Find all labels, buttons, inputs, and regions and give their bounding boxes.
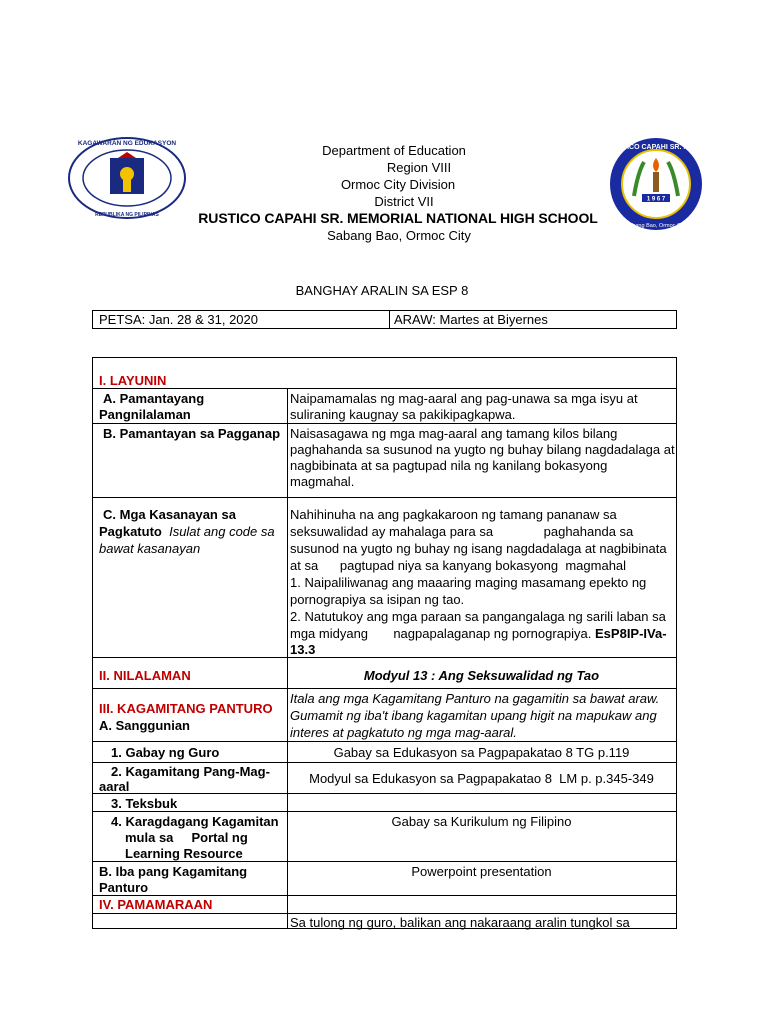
deped-seal-top-text: KAGAWARAN NG EDUKASYON (77, 140, 177, 147)
section-pamamaraan-title: IV. PAMAMARAAN (99, 897, 213, 912)
header-region: Region VIII (386, 160, 452, 175)
kagamitan-text-3: interes at pagkatuto ng mga mag-aaral. (290, 725, 517, 740)
row-divider (93, 741, 676, 742)
row-iba-text: Powerpoint presentation (411, 864, 552, 879)
row-a-text-1: Naipamamalas ng mag-aaral ang pag-unawa sa mga isyu at (290, 391, 638, 406)
row-iba-label-1: B. Iba pang Kagamitang (99, 864, 248, 879)
section-layunin-title: I. LAYUNIN (99, 373, 167, 388)
row-c-text-4: at sa pagtupad niya sa kanyang bokasyong magmahal (290, 558, 627, 573)
row-c-text-8-line (290, 625, 667, 642)
row-portal-label-1: 4. Karagdagang Kagamitan (111, 814, 279, 829)
plan-title-text: BANGHAY ARALIN SA ESP 8 (295, 283, 469, 298)
row-b-text-1: Naisasagawa ng mga mag-aaral ang tamang kilos bilang (290, 426, 618, 441)
header-school-name: RUSTICO CAPAHI SR. MEMORIAL NATIONAL HIGH SCHOOL (198, 210, 598, 226)
kagamitan-text-2: Gumamit ng iba't ibang kagamitan upang higit na mapukaw ang (290, 708, 657, 723)
row-c-text-1: Nahihinuha na ang pagkakaroon ng tamang pananaw sa (290, 507, 617, 522)
row-teksbuk-label: 3. Teksbuk (111, 796, 178, 811)
petsa-cell: PETSA: Jan. 28 & 31, 2020 (93, 311, 390, 328)
row-c-label-line2 (99, 523, 275, 540)
row-iba-label-2: Panturo (99, 880, 149, 895)
document-header (0, 142, 768, 244)
column-divider (287, 388, 288, 928)
row-lm-label-1: 2. Kagamitang Pang-Mag- (111, 764, 270, 779)
row-c-label-1: C. Mga Kasanayan sa (103, 507, 236, 522)
school-seal-top-text: RUSTICO CAPAHI SR. MNHS (608, 144, 704, 151)
row-lm-label-2: aaral (99, 779, 130, 794)
araw-cell: ARAW: Martes at Biyernes (394, 312, 548, 327)
row-divider (93, 793, 676, 794)
row-c-code-2: 13.3 (290, 642, 316, 657)
row-portal-text: Gabay sa Kurikulum ng Filipino (391, 814, 572, 829)
row-divider (93, 657, 676, 658)
row-c-text-5: 1. Naipaliliwanag ang maaaring maging masamang epekto ng (290, 575, 647, 590)
row-c-text-8: mga midyang nagpapalaganap ng pornograpiya. (290, 626, 592, 641)
row-b-label: B. Pamantayan sa Pagganap (103, 426, 281, 441)
header-department: Department of Education (322, 143, 466, 158)
kagamitan-text-1: Itala ang mga Kagamitang Panturo na gagamitin sa bawat araw. (290, 691, 660, 706)
row-c-label-2: Pagkatuto (99, 524, 162, 539)
row-portal-label-2: mula sa Portal ng (125, 830, 248, 845)
row-divider (93, 497, 676, 498)
row-gabay-text: Gabay sa Edukasyon sa Pagpapakatao 8 TG p.119 (333, 745, 630, 760)
row-c-text-3: susunod na yugto ng buhay ng isang nagdadalaga at nagbibinata (290, 541, 667, 556)
row-divider (93, 388, 676, 389)
header-location: Sabang Bao, Ormoc City (327, 228, 471, 243)
row-c-text-6: pornograpiya sa isipan ng tao. (290, 592, 465, 607)
row-portal-label-3: Learning Resource (125, 846, 243, 861)
plan-title (0, 283, 768, 298)
row-divider (93, 688, 676, 689)
section-nilalaman-title: II. NILALAMAN (99, 668, 191, 683)
section-sanggunian-label: A. Sanggunian (99, 718, 190, 733)
school-seal-bottom-text: Sabang Bao, Ormoc City (625, 223, 687, 229)
pamamaraan-text: Sa tulong ng guro, balikan ang nakaraang aralin tungkol sa (290, 915, 630, 930)
header-district: District VII (374, 194, 434, 209)
header-division: Ormoc City Division (340, 177, 456, 192)
row-b-text-2: paghahanda sa susunod na yugto ng buhay bilang nagdadalaga at (290, 442, 675, 457)
row-lm-text: Modyul sa Edukasyon sa Pagpapakatao 8 LM p. p.345-349 (309, 771, 654, 786)
school-seal-year: 1 9 6 7 (646, 196, 666, 203)
row-divider (93, 423, 676, 424)
row-a-text-2: suliraning kaugnay sa pakikipagkapwa. (290, 407, 516, 422)
row-c-label-italic-2: bawat kasanayan (99, 541, 201, 556)
section-nilalaman-text: Modyul 13 : Ang Seksuwalidad ng Tao (363, 668, 600, 683)
row-b-text-3: nagbibinata at sa pagtupad nila ng kanilang bokasyong (290, 458, 608, 473)
row-c-text-2: seksuwalidad ay mahalaga para sa paghahanda sa (290, 524, 634, 539)
row-b-text-4: magmahal. (290, 474, 355, 489)
date-table (92, 310, 677, 329)
section-kagamitan-title: III. KAGAMITANG PANTURO (99, 701, 273, 716)
row-divider (93, 811, 676, 812)
row-c-text-7: 2. Natutukoy ang mga paraan sa pangangalaga ng sarili laban sa (290, 609, 666, 624)
row-c-code-1: EsP8IP-IVa- (595, 626, 667, 641)
row-a-label-2: Pangnilalaman (99, 407, 191, 422)
row-gabay-label: 1. Gabay ng Guro (111, 745, 220, 760)
row-c-label-italic-1: Isulat ang code sa (169, 524, 275, 539)
deped-seal-bottom-text: REPUBLIKA NG PILIPINAS (95, 212, 159, 218)
row-a-label-1: A. Pamantayang (103, 391, 205, 406)
lesson-plan-table (92, 357, 677, 929)
